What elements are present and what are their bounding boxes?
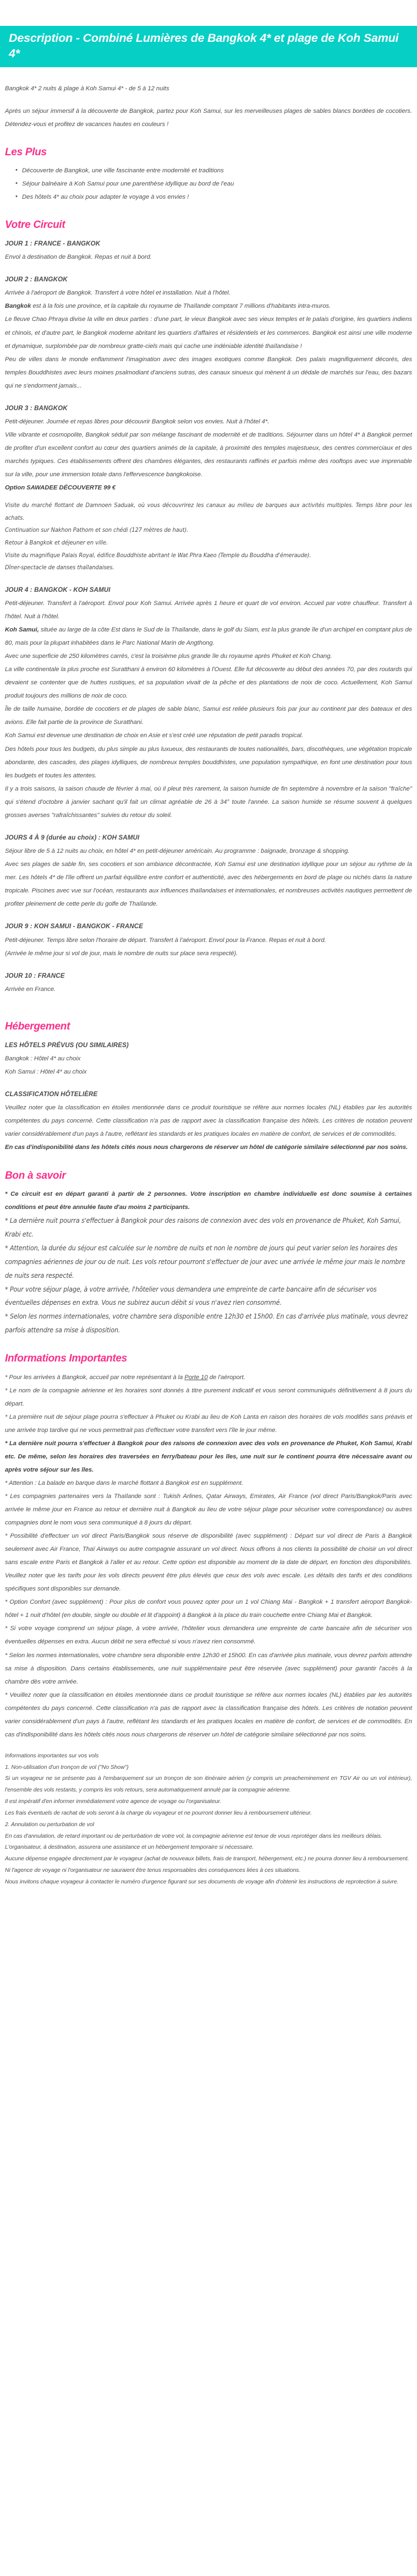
option-paragraph: Dîner-spectacle de danses thaïlandaises.: [5, 564, 114, 571]
day-paragraph: Bangkok est à la fois une province, et la capitale du royaume de Thaïlande comptant 7 millions d'habitants intra-muros.: [5, 303, 331, 310]
list-item: • Séjour balnéaire à Koh Samui pour une parenthèse idyllique au bord de l'eau: [22, 177, 412, 190]
list-item: • Découverte de Bangkok, une ville fascinante entre modernité et traditions: [22, 164, 412, 177]
vol-info-line: En cas d'annulation, de retard important ou de perturbation de votre vol, la compagnie aérienne est tenue de vous reprotéger dans les meilleurs délais.: [5, 1833, 382, 1839]
day-heading: JOUR 3 : BANGKOK: [5, 404, 68, 412]
day-heading: JOUR 2 : BANGKOK: [5, 276, 68, 284]
day-paragraph: La ville continentale la plus proche est Suratthani à environ 60 kilomètres à l'Ouest. Elle fut découverte au début des années 70, par des routards qui devaient se contenter que de huttes rustiques, et sa population vivait de la pêche et des plantations de noix de coco. Actuellement, Koh Samui produit toujours des millions de noix de coco.: [5, 666, 412, 700]
vols-list: [5, 1751, 412, 1888]
vol-info-line: Nous invitons chaque voyageur à contacter le numéro d'urgence figurant sur ses documents de voyage afin d'obtenir les instructions de reprotection à suivre.: [5, 1878, 399, 1885]
day-paragraph: Peu de villes dans le monde enflamment l'imagination avec des images exotiques comme Bangkok. Des palais magnifiquement décorés, des temples Bouddhistes avec leurs moines psalmodiant d'anciens sutras, des canaux sinueux qui mènent à un dédale de marchés sur l'eau, des bazars qui ne s'endorment jamais...: [5, 356, 412, 389]
option-paragraph: Visite du magnifique Palais Royal, édifice Bouddhiste abritant le Wat Phra Kaeo (Temple du Bouddha d'émeraude).: [5, 551, 311, 559]
day-paragraph: (Arrivée le même jour si vol de jour, mais le nombre de nuits sur place sera respecté).: [5, 950, 238, 957]
page-title: Description - Combiné Lumières de Bangkok 4* et plage de Koh Samui 4*: [0, 26, 417, 67]
day-heading: JOUR 9 : KOH SAMUI - BANGKOK - FRANCE: [5, 923, 144, 930]
day-paragraph: Koh Samui est devenue une destination de choix en Asie et s'est créé une réputation de petit paradis tropical.: [5, 732, 303, 739]
bon-a-savoir-item: * Pour votre séjour plage, à votre arrivée, l'hôtelier vous demandera une empreinte de carte bancaire afin de sécuriser vos éventuelles dépenses en extra. Vous ne subirez aucun débit si vous n'avez rien consommé.: [5, 1284, 377, 1307]
vol-info-line: Les frais éventuels de rachat de vols seront à la charge du voyageur et ne pourront donner lieu à remboursement ultérieur.: [5, 1810, 312, 1816]
day-paragraph: Arrivée à l'aéroport de Bangkok. Transfert à votre hôtel et installation. Nuit à l'hôtel.: [5, 290, 231, 297]
information-item: * La dernière nuit pourra s'effectuer à Bangkok pour des raisons de connexion avec des vols en provenance de Phuket, Koh Samui, Krabi etc. De même, selon les horaires des traversées en ferry/bateau pour les îles, une nuit sur le continent pourra être nécessaire avant ou après votre séjour sur les îles.: [5, 1440, 412, 1473]
hotels-list: [5, 1052, 412, 1079]
day-paragraph: Le fleuve Chao Phraya divise la ville en deux parties : d'une part, le vieux Bangkok avec ses vieux temples et le palais d'origine, les quartiers indiens et chinois, et d'autre part, le Bangkok moderne abritant les quartiers d'affaires et résidentiels et les commerces. Bangkok est ainsi une ville moderne et dynamique, surplombée par de nombreux gratte-ciels mais qui cache une indéniable identité thaïlandaise !: [5, 316, 412, 350]
information-item: * Le nom de la compagnie aérienne et les horaires sont donnés à titre purement indicatif et vous seront communiqués définitivement à 8 jours du départ.: [5, 1387, 412, 1407]
intro-subtitle: Bangkok 4* 2 nuits & plage à Koh Samui 4* - de 5 à 12 nuits: [5, 85, 169, 92]
classification-label: CLASSIFICATION HÔTELIÈRE: [5, 1090, 98, 1098]
information-item: * Option Confort (avec supplément) : Pour plus de confort vous pouvez opter pour un 1 vol Chiang Mai - Bangkok + 1 transfert aéroport Bangkok- hôtel + 1 nuit d'hôtel (en double, single ou double et lit d'appoint) à Bangkok à la place du train couchette entre Chiang Mai et Bangkok.: [5, 1599, 412, 1619]
hotels-label: LES HÔTELS PRÉVUS (OU SIMILAIRES): [5, 1041, 129, 1049]
bon-a-savoir-highlight: * Ce circuit est en départ garanti à partir de 2 personnes. Votre inscription en chambre individuelle est donc soumise à certaines conditions et peut être annulée faute d'au moins 2 participants.: [5, 1190, 412, 1211]
bon-a-savoir-item: * Selon les normes internationales, votre chambre sera disponible entre 12h30 et 15h00. En cas d'arrivée plus matinale, vous devrez parfois attendre sa mise à disposition.: [5, 1312, 408, 1335]
intro-lead: Après un séjour immersif à la découverte de Bangkok, partez pour Koh Samui, sur les merveilleuses plages de sables blancs bordées de cocotiers. Détendez-vous et profitez de vacances hautes en couleurs !: [5, 107, 412, 128]
section-heading-hebergement: Hébergement: [5, 1021, 70, 1033]
vol-info-line: Si un voyageur ne se présente pas à l'embarquement sur un tronçon de son itinéraire aérien (y compris un preacheminement en TGV Air ou un vol intérieur), l'ensemble des vols restants, y compris les vols retours, sera automatiquement annulé par la compagnie aérienne.: [5, 1776, 412, 1794]
option-label: Option SAWADEE DÉCOUVERTE 99 €: [5, 484, 116, 492]
day-paragraph: Ville vibrante et cosmopolite, Bangkok séduit par son mélange fascinant de modernité et de traditions. Séjourner dans un hôtel 4* à Bangkok permet de profiter d'un excellent confort au cœur des quartiers animés de la capitale, à proximité des temples majestueux, des centres commerciaux et des marchés typiques. Ces établissements offrent des chambres élégantes, des restaurants raffinés et parfois même des rooftops avec vue imprenable sur la ville, pour une immersion totale dans l'effervescence bangkokoise.: [5, 432, 412, 478]
option-paragraph: Visite du marché flottant de Damnoen Saduak, où vous découvrirez les canaux au milieu de barques aux activités multiples. Temps libre pour les achats.: [5, 502, 412, 521]
bon-a-savoir-list: [5, 1214, 412, 1337]
day-heading: JOURS 4 À 9 (durée au choix) : KOH SAMUI: [5, 834, 140, 841]
day-paragraph: Koh Samui, située au large de la côte Est dans le Sud de la Thaïlande, dans le golf du Siam, est la plus grande île d'un archipel en comptant plus de 80, mais pour la plupart inhabitées dans le Parc National Marin de Angthong.: [5, 627, 412, 647]
option-paragraph: Retour à Bangkok et déjeuner en ville.: [5, 539, 108, 547]
day-paragraph: Avec ses plages de sable fin, ses cocotiers et son ambiance décontractée, Koh Samui est une destination idyllique pour un séjour au rythme de la mer. Les hôtels 4* de l'île offrent un parfait équilibre entre confort et authenticité, avec des hébergements en bord de plage ou nichés dans la nature tropicale. Piscines avec vue sur l'océan, restaurants aux influences thaïlandaises et internationales, et nombreuses activités nautiques permettent de profiter pleinement de cette perle du golfe de Thaïlande.: [5, 861, 412, 908]
information-item: * Attention : La balade en barque dans le marché flottant à Bangkok est en supplément.: [5, 1479, 244, 1486]
hotel-item: Bangkok : Hôtel 4* au choix: [5, 1055, 81, 1062]
day-paragraph: Petit-déjeuner. Journée et repas libres pour découvrir Bangkok selon vos envies. Nuit à l'hôtel 4*.: [5, 418, 270, 426]
circuit-days: [5, 237, 412, 1006]
day-paragraph: Envol à destination de Bangkok. Repas et nuit à bord.: [5, 254, 152, 260]
vol-info-line: 2. Annulation ou perturbation de vol: [5, 1821, 94, 1828]
day-paragraph: Petit-déjeuner. Transfert à l'aéroport. Envol pour Koh Samui. Arrivée après 1 heure et quart de vol environ. Accueil par votre chauffeur. Transfert à l'hôtel. Nuit à l'hôtel.: [5, 600, 412, 620]
day-heading: JOUR 10 : FRANCE: [5, 972, 65, 979]
day-paragraph: Des hôtels pour tous les budgets, du plus simple au plus luxueux, des restaurants de toutes nationalités, bars, discothèques, une végétation tropicale abondante, des cascades, des plages idylliques, de nombreux temples bouddhistes, une population sympathique, en font une destination pour tous les budgets et toutes les attentes.: [5, 745, 412, 779]
day-paragraph: Il y a trois saisons, la saison chaude de février à mai, où il pleut très rarement, la saison humide de fin septembre à novembre et la saison "fraîche" qui s'étend d'octobre à janvier sachant qu'il fait un climat agréable de 26 à 34° toute l'année. La saison humide se résume souvent à quelques grosses averses "rafraîchissantes" suivies du retour du soleil.: [5, 785, 412, 819]
bon-a-savoir-item: * Attention, la durée du séjour est calculée sur le nombre de nuits et non le nombre de jours qui peut varier selon les horaires des compagnies aériennes de jour ou de nuit. Les vols retour pourront s'effectuer de jour avec une arrivée le même jour mais le nombre de nuits sera respecté.: [5, 1243, 405, 1279]
day-paragraph: Séjour libre de 5 à 12 nuits au choix, en hôtel 4* en petit-déjeuner américain. Au programme : baignade, bronzage & shopping.: [5, 848, 350, 855]
day-paragraph: Avec une superficie de 250 kilomètres carrés, c'est la troisième plus grande île du royaume après Phuket et Koh Chang.: [5, 653, 332, 660]
vol-info-line: Il est impératif d'en informer immédiatement votre agence de voyage ou l'organisateur.: [5, 1799, 222, 1805]
vol-info-line: Aucune dépense engagée directement par le voyageur (achat de nouveaux billets, frais de transport, hébergement, etc.) ne pourra donner lieu à remboursement.: [5, 1856, 409, 1862]
section-heading-votre-circuit: Votre Circuit: [5, 219, 65, 231]
option-paragraph: Continuation sur Nakhon Pathom et son chédi (127 mètres de haut).: [5, 526, 189, 534]
day-paragraph: Arrivée en France.: [5, 986, 56, 993]
vol-info-line: L'organisateur, à destination, assurera une assistance et un hébergement temporaire si nécessaire.: [5, 1844, 254, 1851]
information-item: * La première nuit de séjour plage pourra s'effectuer à Phuket ou Krabi au lieu de Koh Lanta en raison des horaires de vols modifiés sans préavis et une arrivée trop tardive qui ne vous permettrait pas d'effectuer votre transfert vers l'île le jour même.: [5, 1413, 412, 1434]
information-item: * Si votre voyage comprend un séjour plage, à votre arrivée, l'hôtelier vous demandera une empreinte de carte bancaire afin de sécuriser vos éventuelles dépenses en extra. Aucun débit ne sera effectué si vous n'avez rien consommé.: [5, 1625, 412, 1646]
day-paragraph: Île de taille humaine, bordée de cocotiers et de plages de sable blanc, Samui est reliée plusieurs fois par jour au continent par des bateaux et des avions. Elle fait partie de la province de Suratthani.: [5, 706, 412, 726]
classification-note: En cas d'indisponibilité dans les hôtels cités nous nous chargerons de réserver un hôtel de catégorie similaire sélectionné par nos soins.: [5, 1144, 408, 1151]
classification-text: Veuillez noter que la classification en étoiles mentionnée dans ce produit touristique se réfère aux normes locales (NL) établies par les autorités compétentes du pays concerné. Cette classification n'a pas de rapport avec la classification française des hôtels. Les critères de notation peuvent varier considérablement d'un pays à l'autre, reflétant les standards et les pratiques locales en matière de confort, de services et de commodités.: [5, 1104, 412, 1138]
information-item: * Veuillez noter que la classification en étoiles mentionnée dans ce produit touristique se réfère aux normes locales (NL) établies par les autorités compétentes du pays concerné. Cette classification n'a pas de rapport avec la classification française des hôtels. Les critères de notation peuvent varier considérablement d'un pays à l'autre, reflétant les standards et les pratiques locales en matière de confort, de services et de commodités. En cas d'indisponibilité dans les hôtels cités nous nous chargerons de réserver un hôtel de catégorie similaire sélectionné par nos soins.: [5, 1691, 412, 1738]
information-item: * Possibilité d'effectuer un vol direct Paris/Bangkok sous réserve de disponibilité (avec supplément) : Départ sur vol direct de Paris à Bangkok seulement avec Air France, Thaï Airways ou autre compagnie assurant un vol direct. Nous offrons à nos clients la possibilité de choisir un vol direct sans escale entre Paris et Bangkok à l'aller et au retour. Cette option est disponible au moment de la date de départ, en fonction des disponibilités. Veuillez noter que les tarifs pour les vols directs peuvent être plus élevés que ceux des vols avec escale. Les détails des tarifs et des conditions spécifiques sont disponibles sur demande.: [5, 1533, 412, 1593]
les-plus-list: [5, 164, 412, 204]
bon-a-savoir-item: * La dernière nuit pourra s'effectuer à Bangkok pour des raisons de connexion avec des vols en provenance de Phuket, Koh Samui, Krabi etc.: [5, 1216, 402, 1238]
section-heading-les-plus: Les Plus: [5, 146, 47, 158]
information-item: * Les compagnies partenaires vers la Thaïlande sont : Tukish Arlines, Qatar Airways, Emirates, Air France (vol direct Paris/Bangkok/Paris avec arrivée le même jour en France au retour et dernière nuit à Bangkok au lieu de votre séjour plage pour sécuriser votre correspondance) ou autres compagnies dont le nom vous sera communiqué à 8 jours du départ.: [5, 1493, 412, 1527]
vol-info-line: 1. Non-utilisation d'un tronçon de vol ("No Show"): [5, 1764, 129, 1771]
information-item: * Selon les normes internationales, votre chambre sera disponible entre 12h30 et 15h00. En cas d'arrivée plus matinale, vous devrez parfois attendre sa mise à disposition. Dans certains établissements, une nuit supplémentaire peut être réservée (avec supplément) pour garantir l'accès à la chambre dès votre arrivée.: [5, 1652, 412, 1685]
day-heading: JOUR 4 : BANGKOK - KOH SAMUI: [5, 586, 111, 593]
top-spacer: [0, 0, 417, 26]
vol-info-line: Informations importantes sur vos vols: [5, 1752, 99, 1759]
hotel-item: Koh Samui : Hôtel 4* au choix: [5, 1068, 87, 1075]
day-paragraph: Petit-déjeuner. Temps libre selon l'horaire de départ. Transfert à l'aéroport. Envol pour la France. Repas et nuit à bord.: [5, 936, 326, 944]
informations-list: [5, 1371, 412, 1741]
day-heading: JOUR 1 : FRANCE - BANGKOK: [5, 239, 101, 247]
information-item: * Pour les arrivées à Bangkok, accueil par notre représentant à la Porte 10 de l'aéroport.: [5, 1374, 245, 1381]
section-heading-bon-a-savoir: Bon à savoir: [5, 1169, 66, 1181]
vol-info-line: Ni l'agence de voyage ni l'organisateur ne sauraient être tenus responsables des conséquences liées à ces situations.: [5, 1867, 301, 1874]
section-heading-informations-importantes: Informations Importantes: [5, 1353, 127, 1365]
list-item: • Des hôtels 4* au choix pour adapter le voyage à vos envies !: [22, 190, 412, 204]
